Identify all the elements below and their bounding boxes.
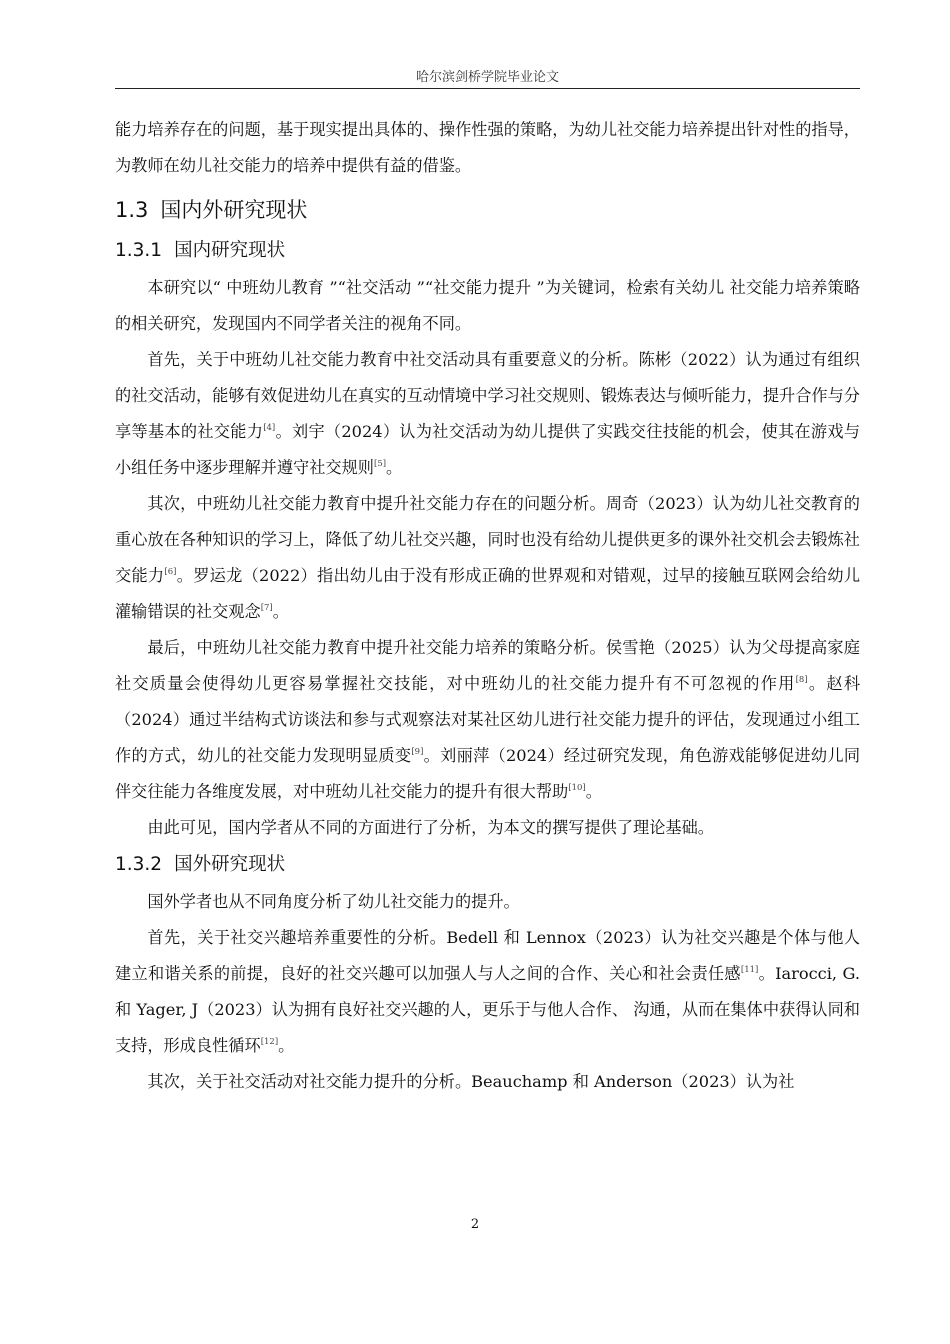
text: 。 <box>585 782 602 801</box>
paragraph-foreign-first <box>115 920 860 1064</box>
text: 。刘丽萍（2024）经过研究发现，角色游戏能够促进幼儿同伴交往能力各维度发展，对中班幼儿社交能力的提升有很大帮助 <box>115 746 861 801</box>
citation: [5] <box>374 459 387 469</box>
header-rule <box>115 88 860 89</box>
paragraph-domestic-first <box>115 342 860 486</box>
running-header: 哈尔滨剑桥学院毕业论文 <box>415 70 559 85</box>
citation: [8] <box>795 675 808 685</box>
citation: [7] <box>260 603 273 613</box>
citation: [12] <box>260 1037 279 1047</box>
text: 。 <box>386 458 403 477</box>
text: 。刘宇（2024）认为社交活动为幼儿提供了实践交往技能的机会，使其在游戏与小组任务中逐步理解并遵守社交规则 <box>115 422 861 477</box>
text: 。赵科（2024）通过半结构式访谈法和参与式观察法对某社区幼儿进行社交能力提升的评估，发现通过小组工作的方式，幼儿的社交能力发现明显质变 <box>115 674 861 765</box>
citation: [6] <box>164 567 177 577</box>
citation: [11] <box>740 965 759 975</box>
paragraph-keywords: 本研究以“ 中班幼儿教育 ”“社交活动 ”“社交能力提升 ”为关键词，检索有关幼儿 社交能力培养策略的相关研究，发现国内不同学者关注的视角不同。 <box>115 278 860 333</box>
text: 其次，中班幼儿社交能力教育中提升社交能力存在的问题分析。周奇（2023）认为幼儿社交教育的重心放在各种知识的学习上，降低了幼儿社交兴趣，同时也没有给幼儿提供更多的课外社交机会去锻炼社交能力 <box>115 494 860 585</box>
page-content <box>115 112 860 1100</box>
citation: [4] <box>263 423 276 433</box>
text: 最后，中班幼儿社交能力教育中提升社交能力培养的策略分析。侯雪艳（2025）认为父母提高家庭社交质量会使得幼儿更容易掌握社交技能，对中班幼儿的社交能力提升有不可忽视的作用 <box>115 638 860 693</box>
section-number: 1.3 <box>115 198 149 222</box>
text: 首先，关于社交兴趣培养重要性的分析。Bedell 和 Lennox（2023）认为社交兴趣是个体与他人建立和谐关系的前提，良好的社交兴趣可以加强人与人之间的合作、关心和社会责任感 <box>115 928 860 983</box>
subsection-title: 国外研究现状 <box>174 854 286 875</box>
paragraph-foreign-second: 其次，关于社交活动对社交能力提升的分析。Beauchamp 和 Anderson（2023）认为社 <box>147 1072 795 1091</box>
section-heading-1-3 <box>115 192 860 228</box>
text: 。 <box>272 602 289 621</box>
subsection-heading-1-3-1 <box>115 234 860 268</box>
text: 。 <box>278 1036 295 1055</box>
paragraph-foreign-intro: 国外学者也从不同角度分析了幼儿社交能力的提升。 <box>147 892 520 911</box>
citation: [9] <box>411 747 424 757</box>
text: 。Iarocci, G.和 Yager, J（2023）认为拥有良好社交兴趣的人，更乐于与他人合作、 沟通，从而在集体中获得认同和支持，形成良性循环 <box>115 964 860 1055</box>
citation: [10] <box>568 783 586 793</box>
subsection-heading-1-3-2 <box>115 848 860 882</box>
paragraph-continued: 能力培养存在的问题，基于现实提出具体的、操作性强的策略，为幼儿社交能力培养提出针对性的指导，为教师在幼儿社交能力的培养中提供有益的借鉴。 <box>115 120 860 175</box>
paragraph-summary: 由此可见，国内学者从不同的方面进行了分析，为本文的撰写提供了理论基础。 <box>147 818 714 837</box>
subsection-number: 1.3.1 <box>115 240 163 261</box>
text: 首先，关于中班幼儿社交能力教育中社交活动具有重要意义的分析。陈彬（2022）认为通过有组织的社交活动，能够有效促进幼儿在真实的互动情境中学习社交规则、锻炼表达与倾听能力，提升合作与分享等基本的社交能力 <box>115 350 860 441</box>
subsection-number: 1.3.2 <box>115 854 163 875</box>
section-title: 国内外研究现状 <box>160 198 308 222</box>
page-number: 2 <box>470 1217 480 1232</box>
subsection-title: 国内研究现状 <box>174 240 286 261</box>
paragraph-domestic-last <box>115 630 860 810</box>
paragraph-domestic-second <box>115 486 860 630</box>
text: 。罗运龙（2022）指出幼儿由于没有形成正确的世界观和对错观，过早的接触互联网会给幼儿灌输错误的社交观念 <box>115 566 861 621</box>
